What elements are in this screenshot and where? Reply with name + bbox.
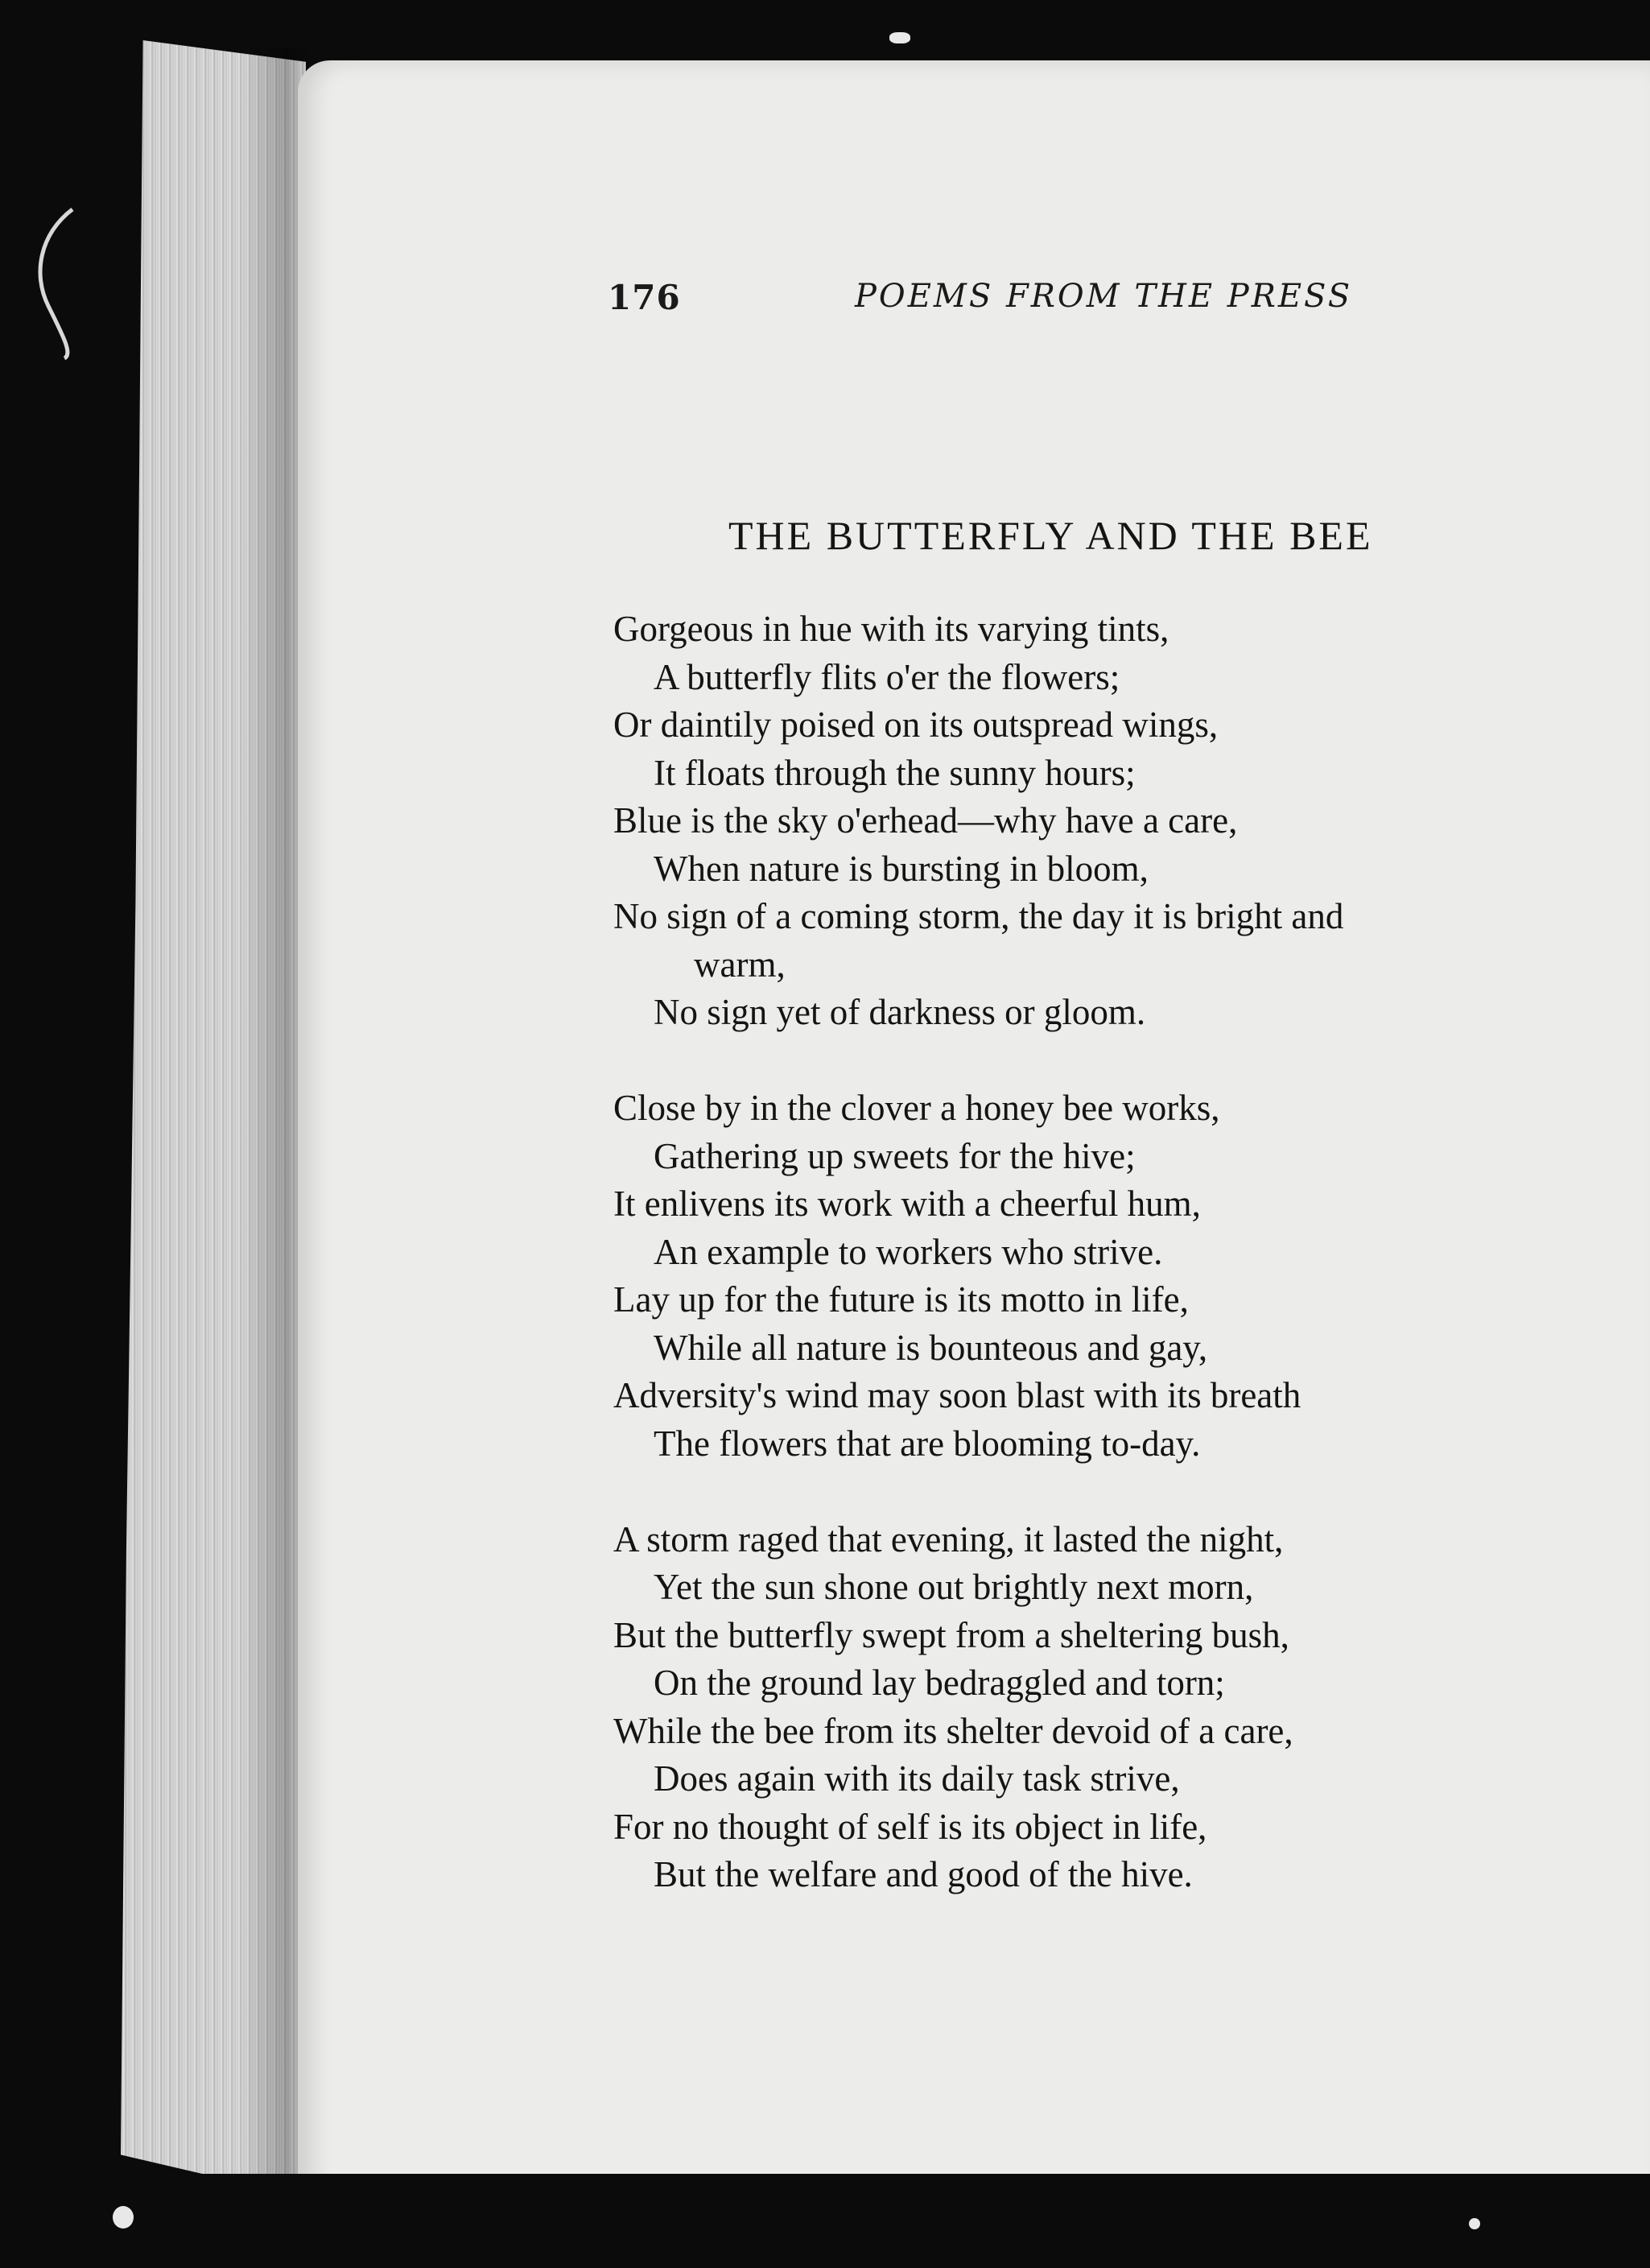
poem-line: No sign yet of darkness or gloom. [654,992,1146,1032]
poem-line: Close by in the clover a honey bee works, [613,1088,1220,1128]
poem-line: An example to workers who strive. [654,1231,1163,1272]
scan-bottom-margin [121,2174,1650,2268]
poem-title: THE BUTTERFLY AND THE BEE [728,513,1373,558]
poem-line: The flowers that are blooming to-day. [654,1423,1201,1464]
stanza-3 [613,1516,1539,1899]
poem-line: Lay up for the future is its motto in life, [613,1279,1189,1320]
poem-line: No sign of a coming storm, the day it is bright and [613,896,1344,936]
poem-line: It enlivens its work with a cheerful hum, [613,1184,1201,1224]
poem-line: Gathering up sweets for the hive; [654,1135,1136,1176]
page-number: 176 [608,278,681,317]
running-title: POEMS FROM THE PRESS [855,278,1353,315]
poem-line: A storm raged that evening, it lasted the night, [613,1518,1284,1560]
poem-line: A butterfly flits o'er the flowers; [654,656,1120,697]
scan-speck [113,2206,134,2229]
poem-line: But the welfare and good of the hive. [654,1854,1193,1894]
scan-speck [889,32,910,43]
poem-line: For no thought of self is its object in life, [613,1806,1207,1847]
poem-line-turnover: warm, [694,944,786,985]
poem-line: Or daintily poised on its outspread wings, [613,704,1219,745]
poem-line: While all nature is bounteous and gay, [654,1327,1208,1368]
stanza-2 [613,1084,1539,1468]
poem-line: It floats through the sunny hours; [654,752,1136,793]
poem-line: When nature is bursting in bloom, [654,848,1149,889]
poem-line: While the bee from its shelter devoid of a care, [613,1710,1293,1751]
poem-line: Does again with its daily task strive, [654,1758,1180,1799]
poem-line: On the ground lay bedraggled and torn; [654,1663,1225,1703]
gutter-shadow [241,48,306,2198]
poem-line: Gorgeous in hue with its varying tints, [613,609,1169,649]
poem-line: Blue is the sky o'erhead—why have a care, [613,800,1238,841]
poem-line: Yet the sun shone out brightly next morn, [654,1567,1254,1607]
poem-body [613,605,1539,1947]
poem-line: But the butterfly swept from a sheltering bush, [613,1614,1289,1655]
running-head [0,278,1650,326]
poem-line: Adversity's wind may soon blast with its breath [613,1375,1301,1415]
scan-speck [1469,2218,1480,2229]
stanza-1 [613,605,1539,1037]
